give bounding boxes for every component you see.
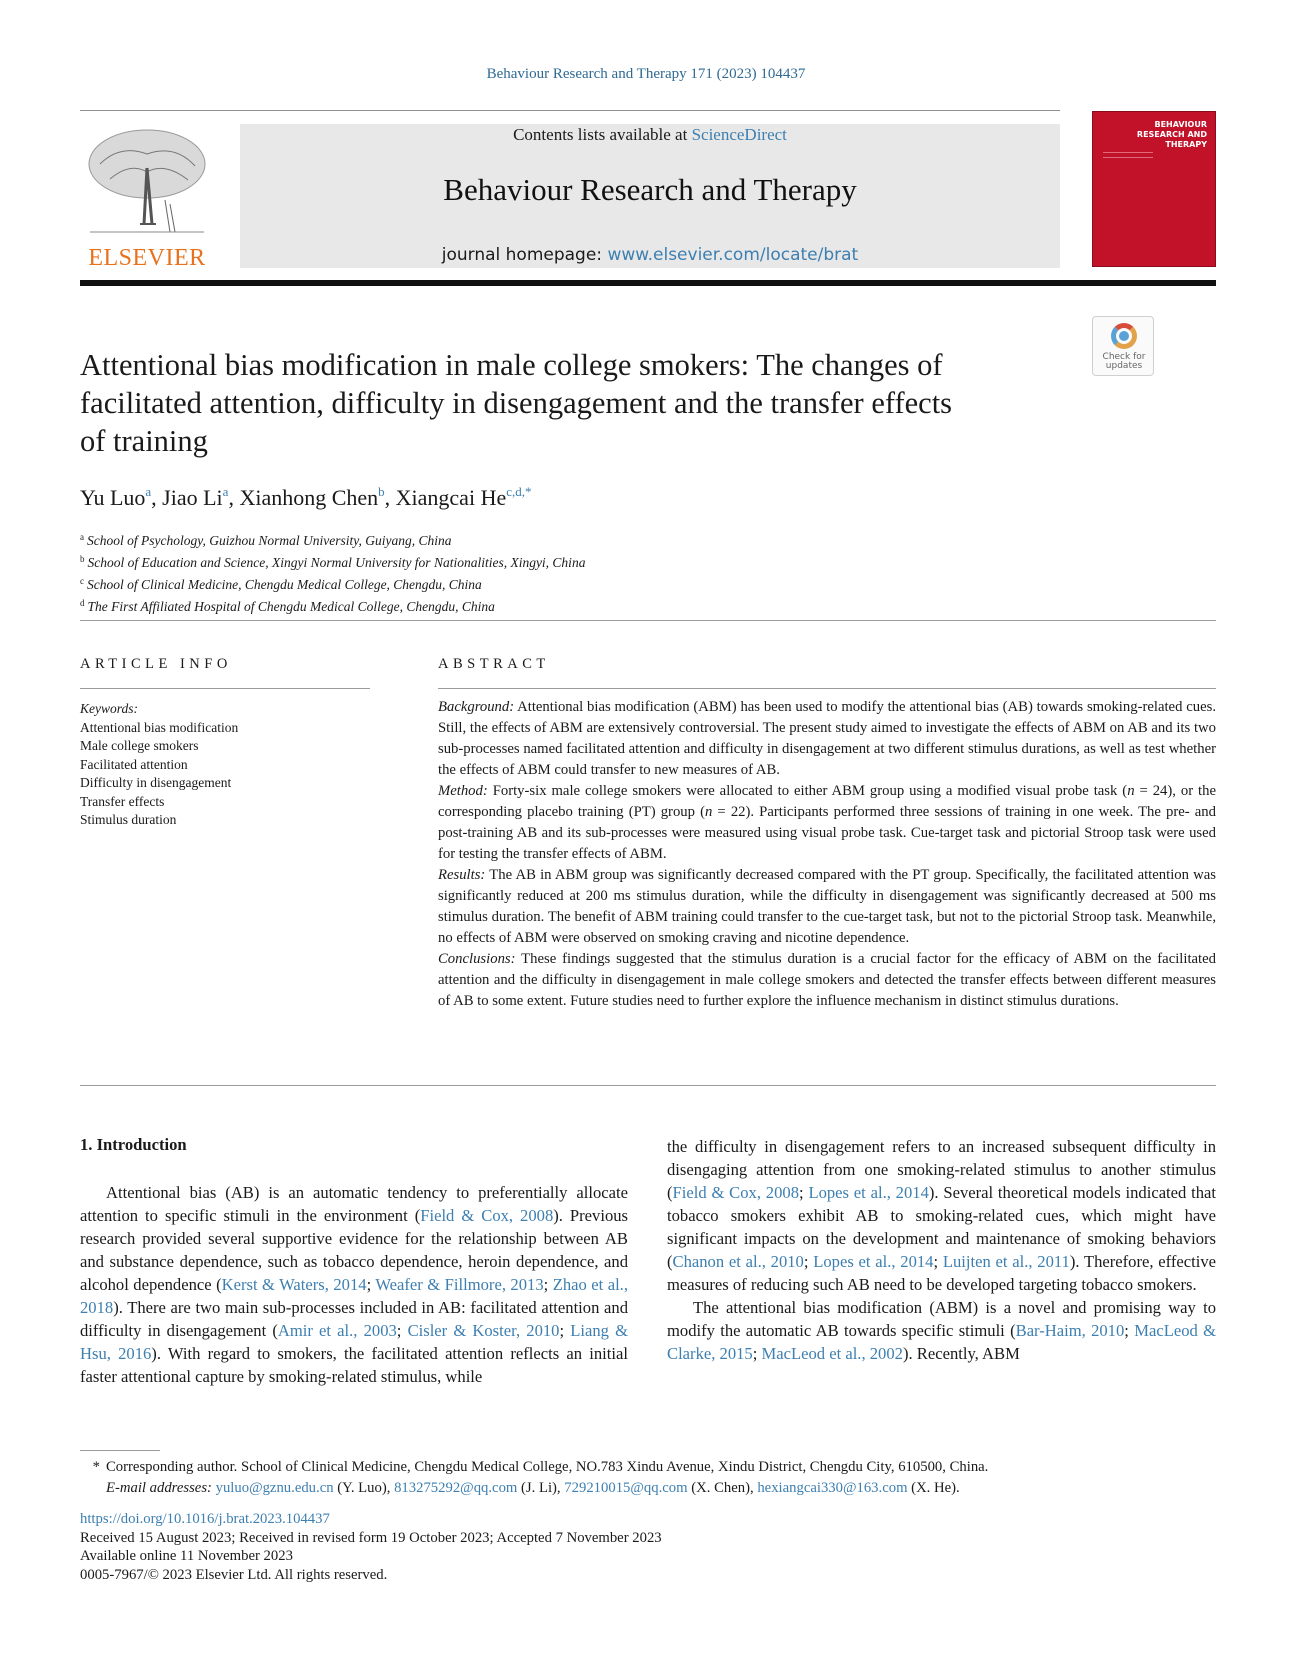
body-text: ; xyxy=(803,1252,814,1271)
intro-left-column xyxy=(80,1181,628,1388)
email-owner: (J. Li), xyxy=(517,1480,565,1496)
copyright-line: 0005-7967/© 2023 Elsevier Ltd. All rights reserved. xyxy=(80,1566,388,1583)
keyword-item: Facilitated attention xyxy=(80,756,188,772)
abstract-background xyxy=(438,697,1216,781)
sciencedirect-link[interactable]: ScienceDirect xyxy=(691,125,787,144)
abstract-background-label: Background: xyxy=(438,699,515,715)
footnote-rule xyxy=(80,1450,160,1451)
body-text: ). Therefore, effective measures of reducing such AB need to be developed targeting tobacco smokers. xyxy=(667,1252,1217,1294)
email-owner: (X. Chen), xyxy=(687,1480,758,1496)
body-text: The attentional bias modification (ABM) is a novel and promising way to modify the automatic AB towards specific stimuli ( xyxy=(667,1298,1216,1340)
email-line xyxy=(80,1478,1216,1499)
abstract-conclusions xyxy=(438,949,1216,1012)
journal-cover[interactable] xyxy=(1092,111,1216,267)
check-updates-line: Check for xyxy=(1102,352,1146,362)
article-title-line: of training xyxy=(80,424,208,458)
email-label: E-mail addresses: xyxy=(106,1480,212,1496)
available-online: Available online 11 November 2023 xyxy=(80,1548,293,1564)
author-affiliation-mark[interactable]: a xyxy=(222,484,229,499)
body-text: ; xyxy=(396,1321,408,1340)
affiliation-mark: d xyxy=(80,598,85,608)
abstract-results-label: Results: xyxy=(438,867,486,883)
citation-link[interactable]: Lopes et al., 2014 xyxy=(813,1252,934,1271)
abstract-background-text: Attentional bias modification (ABM) has been used to modify the attentional bias (AB) towards smoking-related cues. Still, the effects of ABM are extensively controversial. The present study aimed to investigate the effects of ABM on AB and its two sub-processes named facilitated attention and difficulty in disengagement at two different stimulus durations, as well as test whether the effects of ABM could transfer to new measures of AB. xyxy=(438,699,1216,778)
article-title-line: facilitated attention, difficulty in disengagement and the transfer effects xyxy=(80,386,953,420)
abstract-heading: ABSTRACT xyxy=(438,656,550,672)
abstract-conclusions-text: These findings suggested that the stimulus duration is a crucial factor for the efficacy of ABM on the facilitated attention and the difficulty in disengagement in male college smokers and detected the transfer effects between different measures of AB to some extent. Future studies need to further explore the influence mechanism in distinct stimulus durations. xyxy=(438,951,1216,1009)
abstract-method-n: n xyxy=(1127,783,1135,799)
corresponding-author-text: Corresponding author. School of Clinical Medicine, Chengdu Medical College, NO.783 Xindu Avenue, Xindu District, Chengdu City, 610500, China. xyxy=(106,1459,989,1475)
affiliation-mark: a xyxy=(80,532,84,542)
author-affiliation-mark[interactable]: a xyxy=(145,484,152,499)
citation-link[interactable]: MacLeod et al., 2002 xyxy=(761,1344,903,1363)
email-link[interactable]: yuluo@gznu.edu.cn xyxy=(215,1480,334,1496)
email-link[interactable]: 813275292@qq.com xyxy=(394,1480,518,1496)
citation-link[interactable]: Luijten et al., 2011 xyxy=(942,1252,1070,1271)
abstract-body xyxy=(438,697,1216,1012)
author-name[interactable]: Xianhong Chen xyxy=(239,485,379,510)
corresponding-footnote xyxy=(80,1450,1216,1499)
keyword-item: Attentional bias modification xyxy=(80,719,239,735)
cover-decoration xyxy=(1103,152,1153,158)
keyword-item: Difficulty in disengagement xyxy=(80,775,232,790)
intro-paragraph xyxy=(667,1296,1216,1365)
body-text: ). Several theoretical models indicated that tobacco smokers exhibit AB to smoking-related cues, which might have significant impacts on the development and maintenance of smoking behaviors ( xyxy=(667,1183,1217,1271)
citation-link[interactable]: Weafer & Fillmore, 2013 xyxy=(375,1275,544,1294)
article-metadata xyxy=(80,1510,1216,1584)
intro-right-column xyxy=(667,1135,1216,1365)
keyword-item: Transfer effects xyxy=(80,793,165,809)
citation-link[interactable]: Bar-Haim, 2010 xyxy=(1015,1321,1125,1340)
email-link[interactable]: hexiangcai330@163.com xyxy=(757,1480,908,1496)
article-info-rule xyxy=(80,688,370,689)
affiliation-item xyxy=(80,572,1040,594)
author-name[interactable]: Jiao Li xyxy=(162,485,223,510)
author-affiliation-mark[interactable]: b xyxy=(378,484,385,499)
journal-title: Behaviour Research and Therapy xyxy=(443,172,857,207)
body-text: the difficulty in disengagement refers to an increased subsequent difficulty in disengaging attention from one smoking-related stimulus to another stimulus ( xyxy=(667,1137,1216,1202)
abstract-method-text: = 24), or the corresponding placebo training (PT) group ( xyxy=(438,783,1217,820)
citation-link[interactable]: MacLeod & Clarke, 2015 xyxy=(667,1321,1216,1363)
article-title-line: Attentional bias modification in male college smokers: The changes of xyxy=(80,348,943,382)
email-owner: (X. He). xyxy=(907,1480,960,1496)
body-text: ). There are two main sub-processes included in AB: facilitated attention and difficulty in disengagement ( xyxy=(80,1298,628,1340)
footnote-star: * xyxy=(92,1459,100,1475)
keyword-item: Male college smokers xyxy=(80,738,199,753)
homepage-line xyxy=(240,245,1060,265)
body-text: ; xyxy=(543,1275,553,1294)
keyword-item: Stimulus duration xyxy=(80,812,177,827)
citation-link[interactable]: Lopes et al., 2014 xyxy=(808,1183,929,1202)
abstract-method-label: Method: xyxy=(438,783,488,799)
citation-link[interactable]: Field & Cox, 2008 xyxy=(672,1183,799,1202)
body-text: ; xyxy=(366,1275,376,1294)
header-rule xyxy=(80,110,1060,111)
header-thick-rule xyxy=(80,280,1216,286)
body-text: ; xyxy=(559,1321,571,1340)
author-affiliation-mark[interactable]: c,d,* xyxy=(506,484,532,499)
introduction-heading: 1. Introduction xyxy=(80,1135,187,1154)
affiliation-text: School of Psychology, Guizhou Normal University, Guiyang, China xyxy=(87,533,452,548)
check-updates-line: updates xyxy=(1105,361,1143,371)
author-name[interactable]: Yu Luo xyxy=(80,485,146,510)
contents-prefix: Contents lists available at xyxy=(513,125,692,144)
contents-line xyxy=(240,125,1060,145)
abstract-conclusions-label: Conclusions: xyxy=(438,951,516,967)
abstract-method-text: Forty-six male college smokers were allocated to either ABM group using a modified visual probe task ( xyxy=(487,783,1128,799)
abstract-method-n: n xyxy=(704,804,713,820)
affiliation-text: School of Clinical Medicine, Chengdu Medical College, Chengdu, China xyxy=(87,577,482,592)
body-text: ; xyxy=(752,1344,762,1363)
article-info-heading: ARTICLE INFO xyxy=(80,656,232,672)
citation-link[interactable]: Liang & Hsu, 2016 xyxy=(80,1321,628,1363)
body-text: ). With regard to smokers, the facilitated attention reflects an initial faster attentional capture by smoking-related stimulus, while xyxy=(80,1344,628,1386)
received-dates: Received 15 August 2023; Received in revised form 19 October 2023; Accepted 7 November 2023 xyxy=(80,1529,662,1546)
body-text: ). Previous research provided several supportive evidence for the relationship between AB and substance dependence, such as tobacco dependence, heroin dependence, and alcohol dependence ( xyxy=(80,1206,629,1294)
citation-link[interactable]: Cisler & Koster, 2010 xyxy=(407,1321,560,1340)
doi-link[interactable]: https://doi.org/10.1016/j.brat.2023.104437 xyxy=(80,1511,330,1527)
citation-link[interactable]: Kerst & Waters, 2014 xyxy=(221,1275,367,1294)
body-text: ; xyxy=(799,1183,809,1202)
article-title xyxy=(80,346,1040,460)
body-text: Attentional bias (AB) is an automatic tendency to preferentially allocate attention to specific stimuli in the environment ( xyxy=(80,1183,628,1225)
affiliation-mark: b xyxy=(80,554,85,564)
abstract-bottom-rule xyxy=(80,1085,1216,1086)
corresponding-author-line xyxy=(80,1457,1216,1478)
abstract-rule xyxy=(438,688,1216,689)
abstract-method xyxy=(438,781,1216,865)
citation-link[interactable]: Chanon et al., 2010 xyxy=(672,1252,804,1271)
check-updates-icon-center xyxy=(1119,331,1129,341)
elsevier-wordmark: ELSEVIER xyxy=(88,245,206,271)
affiliation-text: The First Affiliated Hospital of Chengdu Medical College, Chengdu, China xyxy=(87,599,495,614)
citation-link[interactable]: Amir et al., 2003 xyxy=(277,1321,397,1340)
homepage-prefix: journal homepage: xyxy=(441,245,608,265)
affiliations xyxy=(80,528,1040,616)
author-name[interactable]: Xiangcai He xyxy=(395,485,507,510)
email-link[interactable]: 729210015@qq.com xyxy=(564,1480,688,1496)
citation-link[interactable]: Field & Cox, 2008 xyxy=(420,1206,554,1225)
cover-title xyxy=(1107,120,1207,150)
cover-title-line: THERAPY xyxy=(1165,140,1207,149)
affiliation-item xyxy=(80,550,1040,572)
intro-paragraph xyxy=(667,1135,1216,1296)
abstract-results-text: The AB in ABM group was significantly decreased compared with the PT group. Specifically, the facilitated attention was significantly reduced at 200 ms stimulus duration, while the difficulty in disengagement was significantly decreased at 500 ms stimulus duration. The benefit of ABM training could transfer to the cue-target task, but not to the pictorial Stroop task. Meanwhile, no effects of ABM were observed on smoking craving and nicotine dependence. xyxy=(438,867,1216,946)
cover-title-line: RESEARCH AND xyxy=(1136,130,1207,139)
body-text: ; xyxy=(933,1252,943,1271)
intro-paragraph xyxy=(80,1181,628,1388)
abstract-method-text: = 22). Participants performed three sessions of training in one week. The pre- and post-training AB and its sub-processes were measured using visual probe task. Cue-target task and pictorial Stroop task were used for testing the transfer effects of ABM. xyxy=(438,804,1216,862)
affiliation-item xyxy=(80,528,1040,550)
check-updates-label xyxy=(1093,353,1155,371)
abstract-results xyxy=(438,865,1216,949)
check-for-updates-button[interactable] xyxy=(1092,316,1154,376)
affiliation-item xyxy=(80,594,1040,616)
author-list: Yu Luo$^a$, Jiao Li$^a$, Xianhong Chen$^b$, Xiangcai $He^{c,d,*}$ xyxy=(80,484,532,510)
affiliation-text: School of Education and Science, Xingyi Normal University for Nationalities, Xingyi, China xyxy=(87,555,586,570)
keywords-block xyxy=(80,700,370,830)
citation-link[interactable]: Zhao et al., 2018 xyxy=(80,1275,628,1317)
affiliation-mark: c xyxy=(80,576,84,586)
running-head[interactable]: Behaviour Research and Therapy 171 (2023) 104437 xyxy=(486,66,806,82)
affiliation-divider xyxy=(80,620,1216,621)
body-text: ). Recently, ABM xyxy=(902,1344,1020,1363)
keywords-label: Keywords: xyxy=(80,701,138,716)
body-text: ; xyxy=(1124,1321,1135,1340)
email-owner: (Y. Luo), xyxy=(333,1480,395,1496)
cover-title-line: BEHAVIOUR xyxy=(1154,120,1207,129)
homepage-link[interactable]: www.elsevier.com/locate/brat xyxy=(607,245,859,265)
